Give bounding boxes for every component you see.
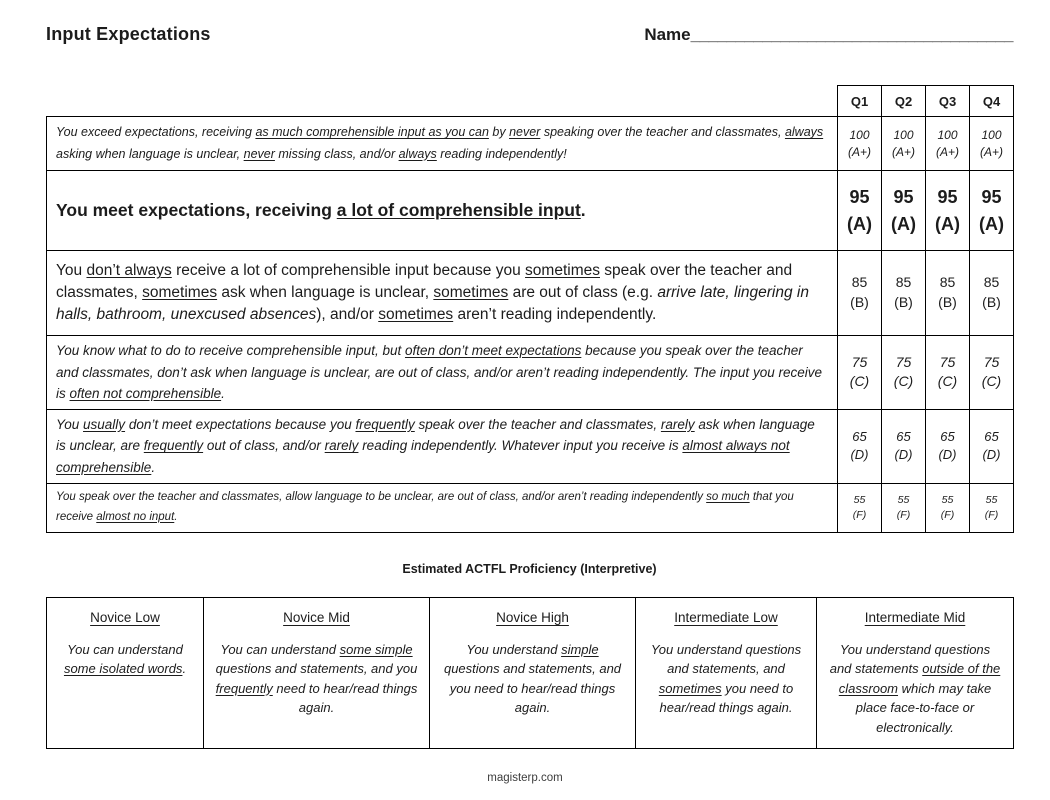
score-value: 95	[981, 187, 1002, 208]
score-cell-q2	[882, 409, 926, 483]
rubric-row-usually	[47, 409, 1014, 483]
score-value: 75	[895, 353, 912, 370]
score-cell-q4	[970, 409, 1014, 483]
rubric-description: You exceed expectations, receiving as much comprehensible input as you can by never speaking over the teacher and classmates, always asking when language is unclear, never missing class, and/or always reading independently!	[47, 117, 838, 171]
score-value: 85	[939, 274, 956, 291]
score-cell-q3	[926, 171, 970, 251]
rubric-row-no-input	[47, 483, 1014, 532]
actfl-level-cell	[817, 597, 1014, 749]
grade-value: (A+)	[979, 144, 1003, 159]
grade-value: (C)	[937, 373, 958, 390]
rubric-description: You speak over the teacher and classmates, allow language to be unclear, are out of class, and/or aren’t reading independently so much that you receive almost no input.	[47, 483, 838, 532]
quarter-header-row	[47, 86, 1014, 117]
actfl-level-cell	[204, 597, 430, 749]
grade-value: (B)	[894, 294, 913, 310]
score-cell-q2	[882, 171, 926, 251]
actfl-level-name: Novice Mid	[283, 609, 350, 625]
grade-value: (A)	[935, 213, 960, 234]
rubric-row-meet	[47, 171, 1014, 251]
score-value: 95	[893, 187, 914, 208]
quarter-header-spacer	[47, 86, 838, 117]
actfl-level-description: You understand questions and statements outside of the classroom which may take place face-to-face or electronically.	[829, 641, 1001, 735]
actfl-level-cell	[430, 597, 636, 749]
rubric-description: You usually don’t meet expectations because you frequently speak over the teacher and classmates, rarely ask when language is unclear, are frequently out of class, and/or rarely reading independently. Whatever input you receive is almost always not comprehensible.	[47, 409, 838, 483]
quarter-header-q3: Q3	[926, 86, 970, 117]
site-name: magisterp.com	[487, 772, 563, 785]
score-value: 55	[897, 493, 910, 506]
doc-header	[0, 0, 1050, 45]
grade-value: (A+)	[847, 144, 871, 159]
score-cell-q4	[970, 117, 1014, 171]
score-value: 65	[984, 428, 999, 444]
quarter-header-q2: Q2	[882, 86, 926, 117]
score-cell-q4	[970, 336, 1014, 410]
actfl-level-description: You can understand some isolated words.	[63, 641, 187, 677]
actfl-levels-row	[47, 597, 1014, 749]
score-value: 85	[983, 274, 1000, 291]
score-cell-q3	[926, 117, 970, 171]
score-value: 75	[983, 353, 1000, 370]
score-cell-q3	[926, 409, 970, 483]
quarter-header-q1: Q1	[838, 86, 882, 117]
score-cell-q4	[970, 483, 1014, 532]
actfl-level-description: You understand questions and statements, and sometimes you need to hear/read things again.	[650, 641, 802, 716]
score-cell-q1	[838, 336, 882, 410]
score-cell-q3	[926, 483, 970, 532]
grade-value: (A)	[847, 213, 872, 234]
score-cell-q2	[882, 251, 926, 336]
score-cell-q2	[882, 336, 926, 410]
score-cell-q2	[882, 117, 926, 171]
actfl-level-description: You can understand some simple questions and statements, and you frequently need to hear/read things again.	[215, 641, 418, 716]
page-title: Input Expectations	[46, 24, 211, 44]
name-label: Name	[644, 25, 691, 44]
score-value: 85	[895, 274, 912, 291]
grade-value: (F)	[896, 508, 911, 521]
grade-value: (A+)	[891, 144, 915, 159]
grade-value: (B)	[938, 294, 957, 310]
score-value: 55	[985, 493, 998, 506]
grade-value: (C)	[981, 373, 1002, 390]
grade-value: (D)	[850, 447, 869, 463]
score-cell-q3	[926, 251, 970, 336]
score-value: 100	[937, 127, 958, 142]
grade-value: (D)	[894, 447, 913, 463]
score-value: 95	[937, 187, 958, 208]
quarter-header-q4: Q4	[970, 86, 1014, 117]
score-value: 55	[853, 493, 866, 506]
grade-value: (F)	[984, 508, 999, 521]
actfl-level-name: Intermediate Mid	[864, 609, 966, 625]
grading-rubric-table	[46, 85, 1014, 533]
actfl-level-name: Novice Low	[90, 609, 160, 625]
grade-value: (B)	[850, 294, 869, 310]
score-cell-q1	[838, 251, 882, 336]
footer	[0, 772, 1050, 784]
actfl-proficiency-table	[46, 597, 1014, 750]
score-value: 65	[896, 428, 911, 444]
score-value: 65	[852, 428, 867, 444]
grade-value: (C)	[893, 373, 914, 390]
score-value: 75	[851, 353, 868, 370]
score-value: 100	[893, 127, 914, 142]
actfl-level-name: Novice High	[496, 609, 569, 625]
score-value: 75	[939, 353, 956, 370]
actfl-level-description: You understand simple questions and statements, and you need to hear/read things again.	[443, 641, 622, 716]
score-value: 85	[851, 274, 868, 291]
grade-value: (D)	[982, 447, 1001, 463]
name-block	[644, 25, 1013, 45]
actfl-section-title: Estimated ACTFL Proficiency (Interpretive)	[402, 561, 657, 576]
grade-value: (F)	[852, 508, 867, 521]
actfl-level-cell	[47, 597, 204, 749]
grade-value: (A)	[891, 213, 916, 234]
actfl-level-name: Intermediate Low	[674, 609, 778, 625]
name-blank-line: ____________________________________	[690, 25, 1013, 44]
score-cell-q1	[838, 171, 882, 251]
score-value: 100	[849, 127, 870, 142]
rubric-description: You meet expectations, receiving a lot of comprehensible input.	[47, 171, 838, 251]
score-cell-q1	[838, 117, 882, 171]
grade-value: (D)	[938, 447, 957, 463]
rubric-description: You don’t always receive a lot of comprehensible input because you sometimes speak over the teacher and classmates, sometimes ask when language is unclear, sometimes are out of class (e.g. arrive late, lingering in halls, bathroom, unexcused absences), and/or sometimes aren’t reading independently.	[47, 251, 838, 336]
score-cell-q1	[838, 483, 882, 532]
score-cell-q2	[882, 483, 926, 532]
rubric-row-exceed	[47, 117, 1014, 171]
score-cell-q4	[970, 251, 1014, 336]
score-value: 65	[940, 428, 955, 444]
rubric-row-often	[47, 336, 1014, 410]
grade-value: (B)	[982, 294, 1001, 310]
score-cell-q3	[926, 336, 970, 410]
grade-value: (F)	[940, 508, 955, 521]
score-value: 95	[849, 187, 870, 208]
actfl-level-cell	[636, 597, 817, 749]
rubric-description: You know what to do to receive comprehensible input, but often don’t meet expectations because you speak over the teacher and classmates, don’t ask when language is unclear, are out of class, and/or aren’t reading independently. The input you receive is often not comprehensible.	[47, 336, 838, 410]
score-cell-q4	[970, 171, 1014, 251]
rubric-row-sometimes	[47, 251, 1014, 336]
score-value: 100	[981, 127, 1002, 142]
grade-value: (C)	[849, 373, 870, 390]
score-value: 55	[941, 493, 954, 506]
grade-value: (A)	[979, 213, 1004, 234]
grade-value: (A+)	[935, 144, 959, 159]
score-cell-q1	[838, 409, 882, 483]
